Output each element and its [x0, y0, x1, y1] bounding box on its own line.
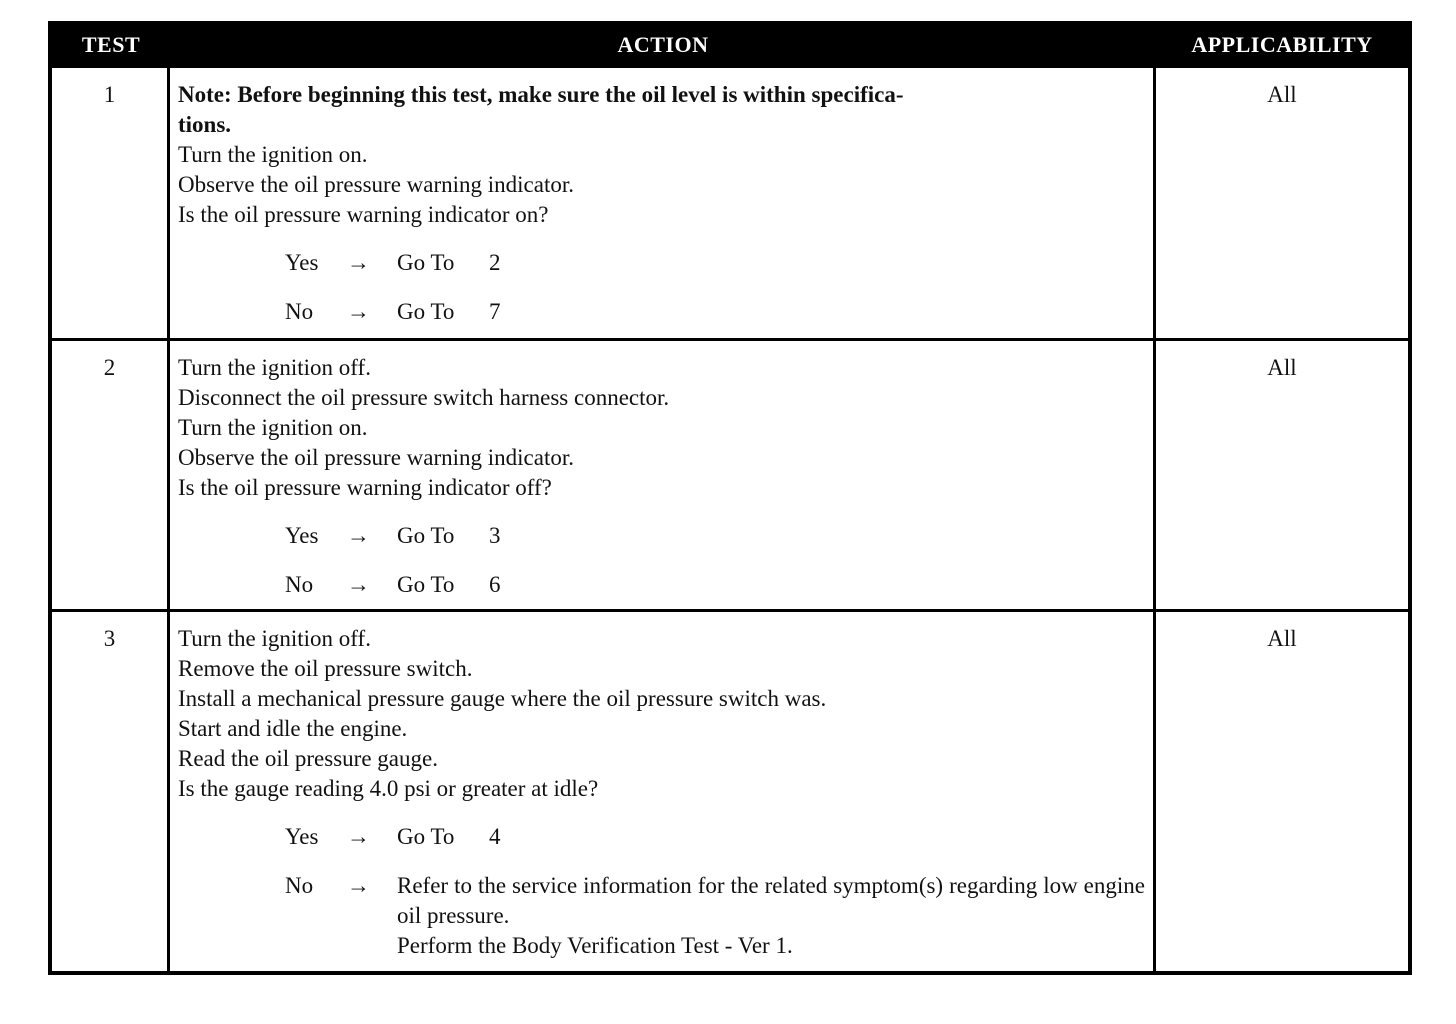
arrow-icon: →: [347, 572, 370, 597]
yes-label: Yes: [285, 523, 319, 548]
answers: [178, 822, 1145, 961]
test-number: 3: [52, 612, 170, 971]
goto-target: 2: [489, 250, 501, 275]
answer-yes: [285, 822, 1145, 852]
note-line: Note: Before beginning this test, make sure the oil level is within specifica-: [178, 82, 904, 107]
table-row: [52, 338, 1408, 609]
goto-target: 3: [489, 523, 501, 548]
goto-target: 4: [489, 824, 501, 849]
table-row: [52, 609, 1408, 971]
test-number: 1: [52, 68, 170, 338]
arrow-icon: →: [347, 824, 370, 849]
action-step: Start and idle the engine.: [178, 716, 408, 741]
action-step: Turn the ignition off.: [178, 626, 371, 651]
header-action: ACTION: [617, 32, 709, 57]
note-line: tions.: [178, 112, 232, 137]
header-applicability: APPLICABILITY: [1191, 32, 1373, 57]
test-number: 2: [52, 341, 170, 609]
action-step: Install a mechanical pressure gauge where the oil pressure switch was.: [178, 686, 827, 711]
no-instruction-line: Perform the Body Verification Test - Ver 1.: [397, 933, 793, 958]
answer-yes: [285, 248, 1145, 278]
applicability-value: All: [1267, 355, 1297, 380]
table-row: [52, 65, 1408, 338]
answers: [178, 248, 1145, 327]
action-step: Remove the oil pressure switch.: [178, 656, 473, 681]
action-step: Turn the ignition on.: [178, 142, 368, 167]
applicability-value: All: [1267, 626, 1297, 651]
answers: [178, 521, 1145, 600]
applicability-value: All: [1267, 82, 1297, 107]
header-test: TEST: [81, 32, 141, 57]
no-label: No: [285, 572, 314, 597]
yes-label: Yes: [285, 824, 319, 849]
action-step: Observe the oil pressure warning indicator.: [178, 172, 574, 197]
answer-yes: [285, 521, 1145, 551]
action-step: Is the gauge reading 4.0 psi or greater at idle?: [178, 776, 599, 801]
answer-no: [285, 570, 1145, 600]
goto-target: 6: [489, 572, 501, 597]
action-step: Is the oil pressure warning indicator on?: [178, 202, 549, 227]
goto-label: Go To: [397, 299, 455, 324]
goto-target: 7: [489, 299, 501, 324]
yes-label: Yes: [285, 250, 319, 275]
action-step: Observe the oil pressure warning indicator.: [178, 445, 574, 470]
goto-label: Go To: [397, 250, 455, 275]
no-label: No: [285, 299, 314, 324]
action-cell: [170, 612, 1156, 971]
goto-label: Go To: [397, 572, 455, 597]
no-instruction-line: Refer to the service information for the related symptom(s) regarding low engine oil pressure.: [397, 873, 1145, 928]
action-step: Read the oil pressure gauge.: [178, 746, 438, 771]
no-label: No: [285, 873, 314, 898]
action-step: Turn the ignition off.: [178, 355, 371, 380]
arrow-icon: →: [347, 873, 370, 898]
arrow-icon: →: [347, 299, 370, 324]
action-cell: [170, 341, 1156, 609]
diagnostic-table: [48, 21, 1412, 975]
action-step: Disconnect the oil pressure switch harness connector.: [178, 385, 670, 410]
action-cell: [170, 68, 1156, 338]
answer-no: [285, 871, 1145, 961]
arrow-icon: →: [347, 250, 370, 275]
goto-label: Go To: [397, 523, 455, 548]
goto-label: Go To: [397, 824, 455, 849]
arrow-icon: →: [347, 523, 370, 548]
action-step: Turn the ignition on.: [178, 415, 368, 440]
answer-no: [285, 297, 1145, 327]
table-header: [52, 25, 1408, 65]
action-step: Is the oil pressure warning indicator off?: [178, 475, 552, 500]
no-instructions: [397, 871, 1145, 961]
